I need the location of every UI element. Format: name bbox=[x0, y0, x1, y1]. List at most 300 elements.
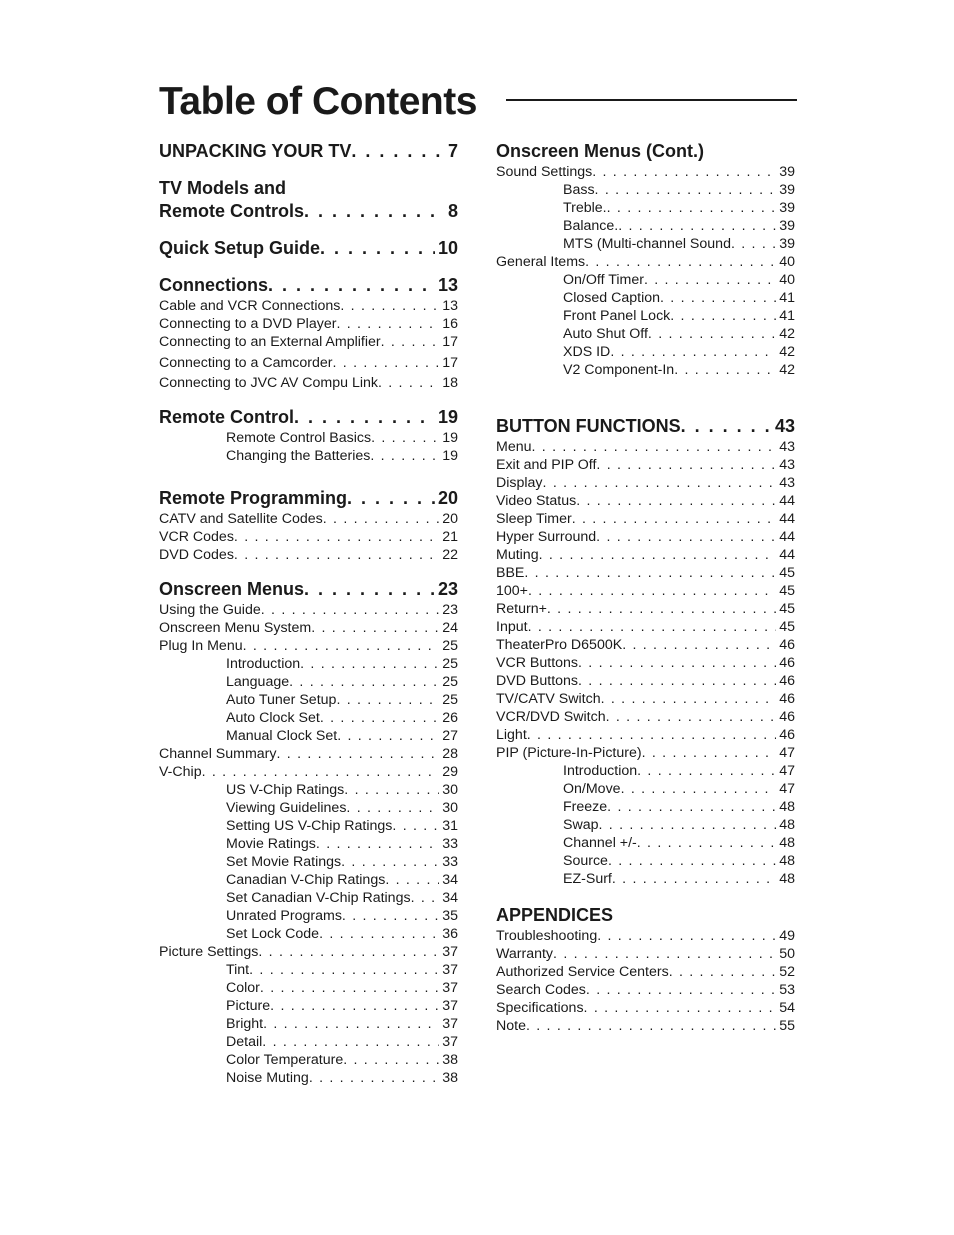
dot-leader bbox=[277, 745, 440, 763]
entry-page-number: 47 bbox=[779, 763, 795, 779]
toc-entry[interactable] bbox=[496, 672, 795, 690]
dot-leader bbox=[584, 999, 777, 1017]
heading-text: Onscreen Menus bbox=[159, 579, 305, 599]
entry-page-number: 38 bbox=[442, 1052, 458, 1068]
entry-page-number: 43 bbox=[779, 439, 795, 455]
toc-entry[interactable] bbox=[496, 474, 795, 492]
title-rule bbox=[506, 99, 797, 101]
dot-leader bbox=[524, 564, 776, 582]
toc-entry[interactable] bbox=[496, 852, 795, 870]
entry-label: TheaterPro D6500K bbox=[496, 637, 623, 653]
entry-page-number: 49 bbox=[779, 928, 795, 944]
dot-leader bbox=[660, 289, 776, 307]
dot-leader bbox=[612, 870, 776, 888]
heading-page-number: 43 bbox=[774, 416, 795, 436]
entry-label: Setting US V-Chip Ratings bbox=[226, 818, 393, 834]
entry-page-number: 48 bbox=[779, 799, 795, 815]
heading-line[interactable] bbox=[496, 140, 795, 163]
toc-entry[interactable] bbox=[159, 853, 458, 871]
entry-page-number: 39 bbox=[779, 200, 795, 216]
heading-line[interactable] bbox=[496, 415, 795, 438]
entry-page-number: 45 bbox=[779, 583, 795, 599]
dot-leader bbox=[304, 578, 435, 601]
dot-leader bbox=[553, 945, 776, 963]
entry-label: Viewing Guidelines bbox=[226, 800, 347, 816]
entry-label: CATV and Satellite Codes bbox=[159, 511, 323, 527]
dot-leader bbox=[378, 374, 439, 392]
toc-entry[interactable] bbox=[496, 217, 795, 235]
entry-label: VCR Buttons bbox=[496, 655, 579, 671]
section-heading bbox=[159, 578, 458, 601]
entry-page-number: 37 bbox=[442, 1016, 458, 1032]
dot-leader bbox=[258, 943, 439, 961]
entry-label: Auto Tuner Setup bbox=[226, 692, 337, 708]
toc-entry[interactable] bbox=[496, 780, 795, 798]
toc-entry[interactable] bbox=[159, 871, 458, 889]
toc-entry[interactable] bbox=[496, 325, 795, 343]
entry-page-number: 53 bbox=[779, 982, 795, 998]
dot-leader bbox=[320, 709, 439, 727]
entry-page-number: 41 bbox=[779, 308, 795, 324]
dot-leader bbox=[674, 361, 776, 379]
heading-line[interactable] bbox=[159, 406, 458, 429]
section-heading bbox=[159, 140, 458, 163]
dot-leader bbox=[304, 200, 445, 223]
entry-label: 100+ bbox=[496, 583, 528, 599]
entry-label: DVD Buttons bbox=[496, 673, 579, 689]
entry-label: Connecting to JVC AV Compu Link bbox=[159, 375, 378, 391]
toc-entry[interactable] bbox=[159, 601, 458, 619]
toc-entry[interactable] bbox=[159, 979, 458, 997]
toc-entry[interactable] bbox=[496, 636, 795, 654]
toc-entry[interactable] bbox=[496, 289, 795, 307]
entry-page-number: 45 bbox=[779, 565, 795, 581]
entry-label: Manual Clock Set bbox=[226, 728, 338, 744]
toc-entry[interactable] bbox=[496, 546, 795, 564]
dot-leader bbox=[578, 672, 776, 690]
heading-line[interactable] bbox=[159, 200, 458, 223]
toc-entry[interactable] bbox=[159, 354, 458, 372]
toc-entry[interactable] bbox=[496, 582, 795, 600]
toc-entry[interactable] bbox=[496, 981, 795, 999]
toc-entry[interactable] bbox=[159, 763, 458, 781]
heading-line[interactable] bbox=[159, 140, 458, 163]
dot-leader bbox=[346, 799, 439, 817]
toc-entry[interactable] bbox=[159, 745, 458, 763]
entry-page-number: 55 bbox=[779, 1018, 795, 1034]
toc-entry[interactable] bbox=[496, 492, 795, 510]
heading-line[interactable] bbox=[159, 487, 458, 510]
dot-leader bbox=[596, 456, 776, 474]
entry-label: Channel Summary bbox=[159, 746, 277, 762]
dot-leader bbox=[347, 487, 435, 510]
dot-leader bbox=[637, 762, 776, 780]
toc-entry[interactable] bbox=[496, 456, 795, 474]
entry-label: Search Codes bbox=[496, 982, 586, 998]
toc-entry[interactable] bbox=[159, 907, 458, 925]
dot-leader bbox=[289, 673, 439, 691]
entry-label: Connecting to a DVD Player bbox=[159, 316, 337, 332]
entry-label: Swap bbox=[563, 817, 599, 833]
heading-text: UNPACKING YOUR TV bbox=[159, 141, 352, 161]
entry-page-number: 45 bbox=[779, 601, 795, 617]
entry-page-number: 46 bbox=[779, 691, 795, 707]
toc-entry[interactable] bbox=[159, 961, 458, 979]
toc-entry[interactable] bbox=[496, 834, 795, 852]
dot-leader bbox=[595, 181, 777, 199]
heading-text: Remote Control bbox=[159, 407, 294, 427]
toc-entry[interactable] bbox=[159, 655, 458, 673]
section-heading bbox=[159, 274, 458, 297]
dot-leader bbox=[526, 1017, 776, 1035]
entry-page-number: 46 bbox=[779, 637, 795, 653]
entry-page-number: 44 bbox=[779, 493, 795, 509]
entry-page-number: 42 bbox=[779, 344, 795, 360]
toc-entry[interactable] bbox=[496, 361, 795, 379]
entry-page-number: 30 bbox=[442, 800, 458, 816]
entry-page-number: 27 bbox=[442, 728, 458, 744]
section-heading bbox=[159, 237, 458, 260]
toc-entry[interactable] bbox=[159, 817, 458, 835]
toc-entry[interactable] bbox=[159, 333, 458, 351]
toc-entry[interactable] bbox=[496, 528, 795, 546]
page-title: Table of Contents bbox=[159, 80, 477, 123]
entry-label: Using the Guide bbox=[159, 602, 261, 618]
heading-line[interactable] bbox=[159, 177, 458, 200]
heading-page-number: 10 bbox=[437, 238, 458, 258]
dot-leader bbox=[381, 333, 440, 351]
entry-label: Auto Shut Off bbox=[563, 326, 648, 342]
entry-page-number: 47 bbox=[779, 781, 795, 797]
toc-entry[interactable] bbox=[159, 799, 458, 817]
toc-entry[interactable] bbox=[496, 271, 795, 289]
dot-leader bbox=[385, 871, 439, 889]
entry-label: Set Movie Ratings bbox=[226, 854, 342, 870]
entry-page-number: 23 bbox=[442, 602, 458, 618]
right-column bbox=[496, 140, 795, 1049]
left-column bbox=[159, 140, 458, 1101]
entry-page-number: 46 bbox=[779, 673, 795, 689]
entry-label: XDS ID bbox=[563, 344, 611, 360]
entry-page-number: 19 bbox=[442, 430, 458, 446]
heading-text: Remote Controls bbox=[159, 201, 305, 221]
entry-label: Unrated Programs bbox=[226, 908, 342, 924]
toc-entry[interactable] bbox=[496, 438, 795, 456]
heading-line[interactable] bbox=[496, 904, 795, 927]
entry-label: Light bbox=[496, 727, 527, 743]
toc-entry[interactable] bbox=[496, 510, 795, 528]
toc-entry[interactable] bbox=[159, 709, 458, 727]
toc-entry[interactable] bbox=[496, 762, 795, 780]
entry-page-number: 44 bbox=[779, 529, 795, 545]
toc-entry[interactable] bbox=[496, 690, 795, 708]
dot-leader bbox=[622, 636, 776, 654]
dot-leader bbox=[547, 600, 776, 618]
heading-line[interactable] bbox=[159, 237, 458, 260]
entry-page-number: 28 bbox=[442, 746, 458, 762]
toc-entry[interactable] bbox=[496, 744, 795, 762]
toc-entry[interactable] bbox=[159, 528, 458, 546]
toc-entry[interactable] bbox=[159, 447, 458, 465]
dot-leader bbox=[597, 927, 776, 945]
dot-leader bbox=[270, 997, 439, 1015]
entry-page-number: 17 bbox=[442, 334, 458, 350]
dot-leader bbox=[586, 981, 776, 999]
entry-page-number: 25 bbox=[442, 656, 458, 672]
entry-label: V-Chip bbox=[159, 764, 202, 780]
toc-entry[interactable] bbox=[159, 429, 458, 447]
entry-page-number: 48 bbox=[779, 817, 795, 833]
entry-page-number: 39 bbox=[779, 236, 795, 252]
toc-entry[interactable] bbox=[496, 708, 795, 726]
heading-text: Quick Setup Guide bbox=[159, 238, 321, 258]
toc-entry[interactable] bbox=[159, 510, 458, 528]
toc-entry[interactable] bbox=[496, 798, 795, 816]
entry-page-number: 37 bbox=[442, 962, 458, 978]
entry-page-number: 29 bbox=[442, 764, 458, 780]
entry-page-number: 16 bbox=[442, 316, 458, 332]
entry-page-number: 37 bbox=[442, 998, 458, 1014]
dot-leader bbox=[392, 817, 439, 835]
entry-page-number: 17 bbox=[442, 355, 458, 371]
entry-label: BBE bbox=[496, 565, 525, 581]
toc-entry[interactable] bbox=[496, 199, 795, 217]
entry-label: Set Lock Code bbox=[226, 926, 320, 942]
toc-entry[interactable] bbox=[496, 963, 795, 981]
dot-leader bbox=[261, 601, 439, 619]
toc-entry[interactable] bbox=[496, 181, 795, 199]
entry-page-number: 18 bbox=[442, 375, 458, 391]
toc-entry[interactable] bbox=[159, 637, 458, 655]
entry-label: Freeze bbox=[563, 799, 608, 815]
dot-leader bbox=[608, 852, 776, 870]
entry-page-number: 44 bbox=[779, 547, 795, 563]
dot-leader bbox=[300, 655, 439, 673]
entry-label: Front Panel Lock bbox=[563, 308, 671, 324]
toc-entry[interactable] bbox=[159, 997, 458, 1015]
entry-label: Return+ bbox=[496, 601, 547, 617]
heading-text: Onscreen Menus (Cont.) bbox=[496, 141, 705, 161]
dot-leader bbox=[618, 217, 776, 235]
heading-text: Connections bbox=[159, 275, 269, 295]
entry-label: Note bbox=[496, 1018, 526, 1034]
toc-section bbox=[159, 487, 458, 564]
toc-entry[interactable] bbox=[159, 673, 458, 691]
entry-label: Movie Ratings bbox=[226, 836, 316, 852]
entry-label: Muting bbox=[496, 547, 539, 563]
heading-page-number: 20 bbox=[437, 488, 458, 508]
dot-leader bbox=[341, 853, 439, 871]
toc-entry[interactable] bbox=[496, 618, 795, 636]
entry-label: US V-Chip Ratings bbox=[226, 782, 345, 798]
entry-page-number: 20 bbox=[442, 511, 458, 527]
dot-leader bbox=[621, 780, 777, 798]
entry-label: Auto Clock Set bbox=[226, 710, 320, 726]
toc-entry[interactable] bbox=[496, 927, 795, 945]
dot-leader bbox=[319, 925, 439, 943]
toc-entry[interactable] bbox=[159, 1069, 458, 1087]
dot-leader bbox=[262, 1033, 439, 1051]
entry-label: Sleep Timer bbox=[496, 511, 572, 527]
entry-label: DVD Codes bbox=[159, 547, 234, 563]
heading-text: APPENDICES bbox=[496, 905, 614, 925]
toc-section bbox=[159, 237, 458, 260]
entry-label: Source bbox=[563, 853, 608, 869]
entry-label: Detail bbox=[226, 1034, 263, 1050]
entry-label: VCR Codes bbox=[159, 529, 234, 545]
toc-entry[interactable] bbox=[159, 297, 458, 315]
dot-leader bbox=[323, 510, 439, 528]
entry-page-number: 24 bbox=[442, 620, 458, 636]
entry-page-number: 25 bbox=[442, 674, 458, 690]
toc-entry[interactable] bbox=[496, 1017, 795, 1035]
entry-page-number: 39 bbox=[779, 182, 795, 198]
entry-page-number: 50 bbox=[779, 946, 795, 962]
dot-leader bbox=[234, 528, 439, 546]
dot-leader bbox=[336, 315, 439, 333]
dot-leader bbox=[585, 253, 776, 271]
toc-entry[interactable] bbox=[159, 315, 458, 333]
dot-leader bbox=[681, 415, 772, 438]
entry-page-number: 25 bbox=[442, 692, 458, 708]
entry-page-number: 37 bbox=[442, 944, 458, 960]
dot-leader bbox=[539, 546, 777, 564]
toc-entry[interactable] bbox=[496, 235, 795, 253]
entry-label: Channel +/- bbox=[563, 835, 637, 851]
entry-label: Specifications bbox=[496, 1000, 584, 1016]
dot-leader bbox=[202, 763, 440, 781]
entry-page-number: 38 bbox=[442, 1070, 458, 1086]
entry-label: Tint bbox=[226, 962, 250, 978]
toc-entry[interactable] bbox=[496, 600, 795, 618]
entry-page-number: 35 bbox=[442, 908, 458, 924]
entry-page-number: 45 bbox=[779, 619, 795, 635]
entry-page-number: 41 bbox=[779, 290, 795, 306]
toc-entry[interactable] bbox=[496, 654, 795, 672]
dot-leader bbox=[234, 546, 439, 564]
section-heading bbox=[496, 415, 795, 438]
entry-label: MTS (Multi-channel Sound bbox=[563, 236, 731, 252]
entry-page-number: 47 bbox=[779, 745, 795, 761]
entry-page-number: 33 bbox=[442, 854, 458, 870]
entry-page-number: 40 bbox=[779, 272, 795, 288]
toc-entry[interactable] bbox=[496, 870, 795, 888]
toc-entry[interactable] bbox=[496, 307, 795, 325]
heading-page-number: 8 bbox=[447, 201, 458, 221]
toc-entry[interactable] bbox=[159, 727, 458, 745]
toc-section bbox=[496, 140, 795, 379]
entry-label: Language bbox=[226, 674, 290, 690]
dot-leader bbox=[572, 510, 777, 528]
entry-page-number: 31 bbox=[442, 818, 458, 834]
entry-page-number: 34 bbox=[442, 890, 458, 906]
entry-page-number: 43 bbox=[779, 475, 795, 491]
toc-entry[interactable] bbox=[496, 343, 795, 361]
dot-leader bbox=[532, 438, 777, 456]
dot-leader bbox=[320, 237, 435, 260]
entry-page-number: 34 bbox=[442, 872, 458, 888]
toc-entry[interactable] bbox=[496, 564, 795, 582]
entry-page-number: 40 bbox=[779, 254, 795, 270]
toc-entry[interactable] bbox=[159, 889, 458, 907]
entry-label: PIP (Picture-In-Picture) bbox=[496, 745, 642, 761]
entry-page-number: 46 bbox=[779, 655, 795, 671]
entry-label: Bass bbox=[563, 182, 595, 198]
dot-leader bbox=[371, 429, 439, 447]
toc-entry[interactable] bbox=[159, 374, 458, 392]
dot-leader bbox=[576, 492, 776, 510]
dot-leader bbox=[260, 979, 439, 997]
entry-page-number: 25 bbox=[442, 638, 458, 654]
dot-leader bbox=[644, 271, 776, 289]
entry-label: Picture bbox=[226, 998, 271, 1014]
toc-entry[interactable] bbox=[496, 816, 795, 834]
toc-entry[interactable] bbox=[496, 163, 795, 181]
entry-label: Connecting to a Camcorder bbox=[159, 355, 333, 371]
entry-label: Color Temperature bbox=[226, 1052, 344, 1068]
entry-label: Balance. bbox=[563, 218, 619, 234]
toc-entry[interactable] bbox=[159, 925, 458, 943]
dot-leader bbox=[309, 1069, 439, 1087]
toc-section bbox=[496, 415, 795, 888]
entry-label: Remote Control Basics bbox=[226, 430, 372, 446]
heading-line[interactable] bbox=[159, 274, 458, 297]
toc-entry[interactable] bbox=[159, 619, 458, 637]
toc-section bbox=[159, 274, 458, 392]
entry-label: Exit and PIP Off bbox=[496, 457, 597, 473]
toc-entry[interactable] bbox=[159, 546, 458, 564]
heading-text: BUTTON FUNCTIONS bbox=[496, 416, 681, 436]
heading-page-number: 23 bbox=[437, 579, 458, 599]
entry-label: Changing the Batteries bbox=[226, 448, 371, 464]
toc-entry[interactable] bbox=[496, 999, 795, 1017]
entry-label: Canadian V-Chip Ratings bbox=[226, 872, 386, 888]
section-heading bbox=[496, 904, 795, 927]
section-heading bbox=[496, 140, 795, 163]
dot-leader bbox=[351, 140, 445, 163]
toc-section bbox=[496, 904, 795, 1035]
dot-leader bbox=[669, 963, 777, 981]
entry-label: Introduction bbox=[226, 656, 301, 672]
toc-entry[interactable] bbox=[159, 1033, 458, 1051]
toc-section bbox=[159, 140, 458, 163]
toc-entry[interactable] bbox=[159, 691, 458, 709]
dot-leader bbox=[343, 1051, 439, 1069]
section-heading bbox=[159, 487, 458, 510]
entry-label: Connecting to an External Amplifier bbox=[159, 334, 381, 350]
dot-leader bbox=[592, 163, 776, 181]
entry-page-number: 21 bbox=[442, 529, 458, 545]
dot-leader bbox=[316, 835, 439, 853]
toc-entry[interactable] bbox=[159, 1051, 458, 1069]
entry-page-number: 37 bbox=[442, 980, 458, 996]
toc-entry[interactable] bbox=[159, 781, 458, 799]
toc-entry[interactable] bbox=[159, 1015, 458, 1033]
entry-page-number: 48 bbox=[779, 871, 795, 887]
toc-entry[interactable] bbox=[496, 253, 795, 271]
entry-page-number: 39 bbox=[779, 164, 795, 180]
toc-entry[interactable] bbox=[159, 943, 458, 961]
toc-entry[interactable] bbox=[496, 945, 795, 963]
heading-line[interactable] bbox=[159, 578, 458, 601]
toc-entry[interactable] bbox=[159, 835, 458, 853]
dot-leader bbox=[642, 744, 777, 762]
entry-label: TV/CATV Switch bbox=[496, 691, 601, 707]
entry-label: Color bbox=[226, 980, 260, 996]
dot-leader bbox=[528, 618, 777, 636]
dot-leader bbox=[263, 1015, 439, 1033]
toc-entry[interactable] bbox=[496, 726, 795, 744]
